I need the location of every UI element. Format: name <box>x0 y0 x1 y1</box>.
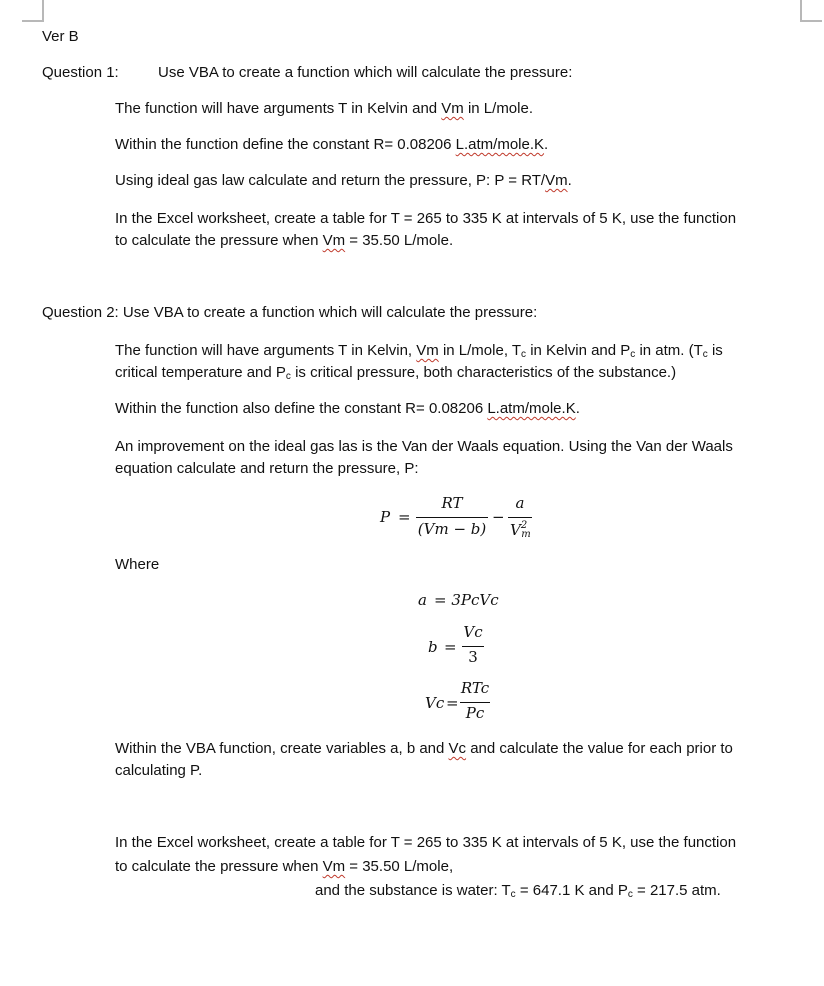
q2-where: Where <box>115 556 160 573</box>
eq-vc-den: Pc <box>465 704 485 722</box>
eq-vc-equals: = <box>446 694 459 712</box>
eq-fraction-bar-2 <box>508 517 532 518</box>
q2-line-table: In the Excel worksheet, create a table for T = 265 to 335 K at intervals of 5 K, use the function <box>115 834 737 851</box>
q2-line-water: and the substance is water: $T_c = 647.1$ K and $P_c = 217.5$ atm. <box>315 882 721 900</box>
q2-line-volume: to calculate the pressure when Vm = 35.50 L/mole, <box>115 858 454 875</box>
q1-label: Question 1: <box>42 64 119 81</box>
eq-minus: − <box>492 508 505 526</box>
version-label: Ver B <box>42 28 79 45</box>
eq-vc-bar <box>460 702 490 703</box>
eq-num-rt: RT <box>441 494 463 512</box>
eq-den-vm2: $V^2m$ <box>510 520 531 540</box>
eq-fraction-bar <box>416 517 488 518</box>
q2-line-constant: Within the function also define the constant R= 0.08206 L.atm/mole.K. <box>115 400 580 417</box>
eq-b-den: 3 <box>468 648 478 666</box>
eq-b-lhs: b <box>428 638 438 656</box>
q2-line-vdw-intro: An improvement on the ideal gas las is the Van der Waals equation. Using the Van der Waals <box>115 438 733 455</box>
eq-vc-num: RTc <box>460 679 490 697</box>
q2-line-calc-p: calculating P. <box>115 762 203 779</box>
eq-b-bar <box>462 646 484 647</box>
q1-line-arguments: The function will have arguments T in Kelvin and Vm in L/mole. <box>115 100 533 117</box>
eq-equals: = <box>398 508 411 526</box>
eq-num-a: a <box>515 494 525 512</box>
eq-b-equals: = <box>444 638 457 656</box>
q1-title: Use VBA to create a function which will calculate the pressure: <box>158 64 573 81</box>
q1-line-volume: to calculate the pressure when Vm = 35.50 L/mole. <box>115 232 454 249</box>
eq-a-lhs: a <box>418 591 427 609</box>
q1-line-ideal-gas: Using ideal gas law calculate and return the pressure, P: P = RT/Vm. <box>115 172 572 189</box>
q2-line-vdw-calc: equation calculate and return the pressure, P: <box>115 460 419 477</box>
eq-b-num: Vc <box>463 623 483 641</box>
q2-title: Question 2: Use VBA to create a function which will calculate the pressure: <box>42 304 538 321</box>
q2-line-variables: Within the VBA function, create variables a, b and Vc and calculate the value for each prior to <box>115 740 733 757</box>
eq-a-rhs: = 3PcVc <box>434 591 499 609</box>
q1-line-table: In the Excel worksheet, create a table for T = 265 to 335 K at intervals of 5 K, use the function <box>115 210 737 227</box>
eq-p: P <box>380 508 391 526</box>
corner-mark-right <box>800 0 822 22</box>
corner-mark-left <box>22 0 44 22</box>
q2-line-arguments: The function will have arguments T in Kelvin, Vm in L/mole, $T_c$ in Kelvin and $P_c$ in atm. ($T_c$ is <box>115 342 723 360</box>
q1-line-constant: Within the function define the constant R= 0.08206 L.atm/mole.K. <box>115 136 549 153</box>
eq-vc-lhs: Vc <box>425 694 445 712</box>
eq-den-vm-b: (Vm − b) <box>417 520 487 538</box>
q2-line-critical: critical temperature and $P_c$ is critical pressure, both characteristics of the substance.) <box>115 364 677 382</box>
